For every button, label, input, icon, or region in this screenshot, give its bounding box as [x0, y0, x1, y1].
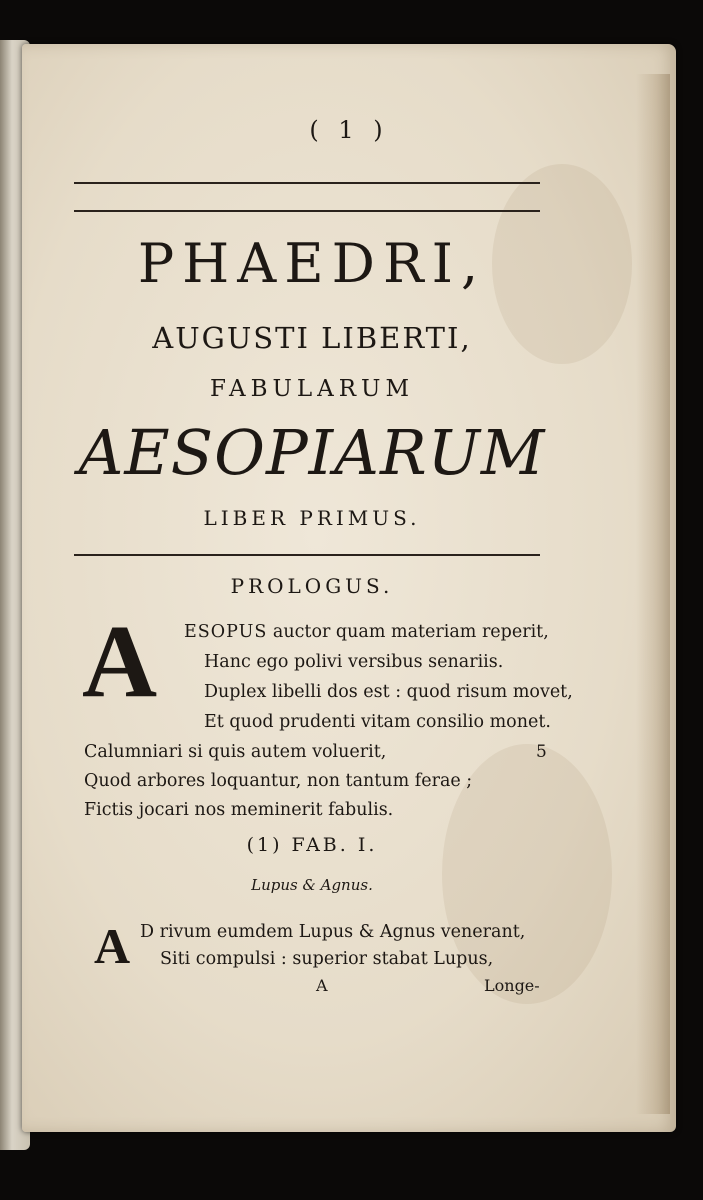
signature-mark: A [316, 976, 328, 995]
top-rule-second [74, 210, 540, 212]
prologue-line-2: Hanc ego polivi versibus senariis. [204, 652, 504, 672]
prologue-line-text: auctor quam materiam reperit, [272, 622, 549, 642]
fable-line-2: Siti compulsi : superior stabat Lupus, [160, 949, 494, 969]
prologue-drop-cap: A [82, 604, 158, 719]
title-aesopiarum: AESOPIARUM [78, 416, 546, 489]
book-page [22, 44, 676, 1132]
page-fore-edge [636, 74, 670, 1114]
prologue-line-6: Quod arbores loquantur, non tantum ferae ; [84, 771, 473, 791]
title-book-number: LIBER PRIMUS. [203, 506, 421, 530]
prologue-first-word: ESOPUS [184, 622, 268, 642]
verse-line-number: 5 [536, 742, 547, 762]
prologue-heading: PROLOGUS. [230, 574, 394, 598]
prologue-line-5: Calumniari si quis autem voluerit, [84, 742, 387, 762]
catchword: Longe- [484, 976, 540, 995]
prologue-line-3: Duplex libelli dos est : quod risum movet, [204, 682, 573, 702]
page-number: ( 1 ) [309, 116, 389, 144]
title-author: PHAEDRI, [137, 232, 487, 295]
top-rule [74, 182, 540, 184]
prologue-line-7: Fictis jocari nos meminerit fabulis. [84, 800, 394, 820]
title-author-status: AUGUSTI LIBERTI, [152, 321, 472, 355]
fable-line-1: D rivum eumdem Lupus & Agnus venerant, [140, 922, 526, 942]
title-fabularum: FABULARUM [210, 376, 414, 402]
prologue-line-4: Et quod prudenti vitam consilio monet. [204, 712, 551, 732]
prologue-line-1 [184, 622, 549, 642]
fable-subtitle: Lupus & Agnus. [251, 876, 373, 894]
fable-heading: (1) FAB. I. [246, 834, 378, 856]
fable-drop-cap: A [94, 918, 131, 974]
section-rule [74, 554, 540, 556]
